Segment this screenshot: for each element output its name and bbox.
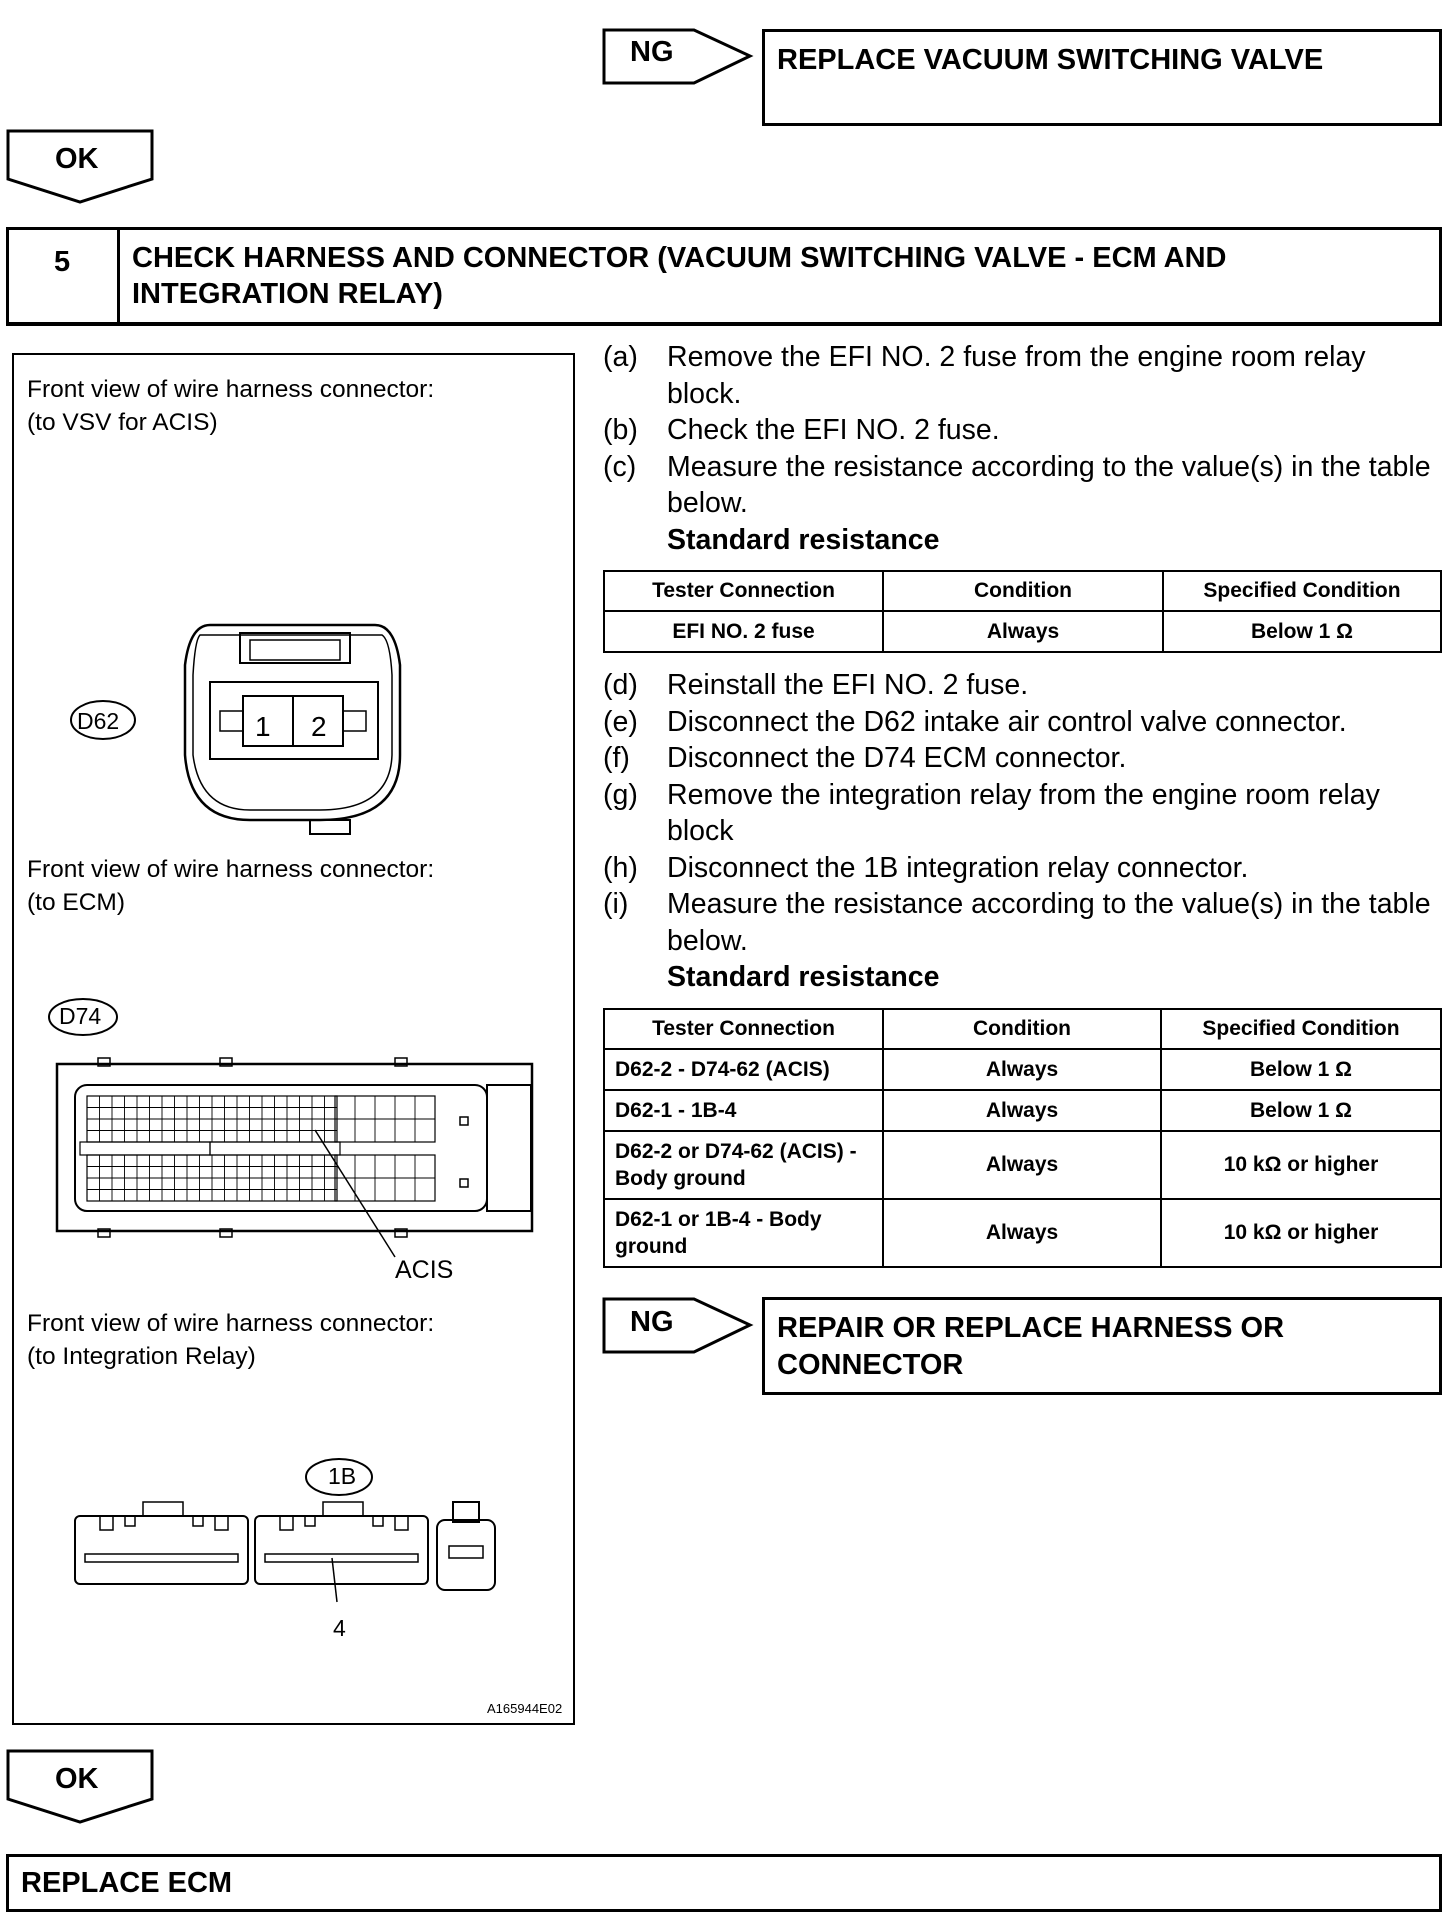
instruction-text: Check the EFI NO. 2 fuse.: [667, 414, 1000, 446]
step-title-line2: INTEGRATION RELAY): [132, 278, 443, 310]
final-result-box: [6, 1854, 1442, 1912]
instruction-item: [603, 704, 1443, 741]
table-cell: Always: [883, 1090, 1161, 1131]
instruction-text: Disconnect the D74 ECM connector.: [667, 742, 1127, 774]
standard-resistance-label-2: Standard resistance: [667, 961, 940, 993]
instruction-label: (d): [603, 669, 638, 701]
ok-tag-bottom: OK: [55, 1763, 99, 1795]
table-cell: EFI NO. 2 fuse: [604, 611, 883, 652]
table-row: [604, 1090, 1441, 1131]
ng-result-box-mid: [762, 1297, 1442, 1395]
instruction-label: (c): [603, 450, 637, 483]
d62-pin-2: 2: [311, 711, 327, 742]
table-header: Tester Connection: [604, 571, 883, 611]
instructions-group-1: [603, 339, 1443, 558]
table-row: [604, 1199, 1441, 1267]
table-cell: Below 1 Ω: [1161, 1049, 1441, 1090]
instruction-label: (a): [603, 341, 638, 373]
instruction-item: [603, 339, 1443, 412]
table-cell: D62-1 or 1B-4 - Body ground: [604, 1199, 883, 1267]
instruction-text: Reinstall the EFI NO. 2 fuse.: [667, 669, 1029, 701]
ng-tag-top: NG: [630, 36, 674, 68]
d62-pin-1: 1: [255, 711, 271, 742]
instruction-label: (h): [603, 851, 638, 884]
instruction-label: (e): [603, 705, 638, 738]
d74-connector-drawing: [45, 995, 545, 1275]
table-cell: 10 kΩ or higher: [1161, 1131, 1441, 1199]
instruction-item: [603, 667, 1443, 704]
ng-result-text-top: REPLACE VACUUM SWITCHING VALVE: [777, 44, 1324, 76]
instruction-item: [603, 886, 1443, 959]
table-cell: Always: [883, 1199, 1161, 1267]
step-title-line1: CHECK HARNESS AND CONNECTOR (VACUUM SWITCHING VALVE - ECM AND: [132, 242, 1227, 274]
caption-vsv-line2: (to VSV for ACIS): [27, 409, 218, 436]
step-header: [6, 227, 1442, 325]
table-header: Condition: [883, 1009, 1161, 1049]
table-cell: Below 1 Ω: [1163, 611, 1441, 652]
table-row: [604, 611, 1441, 652]
table-row: [604, 1131, 1441, 1199]
table-cell: D62-2 - D74-62 (ACIS): [604, 1049, 883, 1090]
caption-vsv-line1: Front view of wire harness connector:: [27, 376, 435, 403]
d62-label: D62: [77, 708, 120, 734]
ng-result-box-top: [762, 29, 1442, 126]
caption-relay-line2: (to Integration Relay): [27, 1343, 256, 1370]
table-row: [604, 1049, 1441, 1090]
table-cell: Always: [883, 1131, 1161, 1199]
instruction-text: Measure the resistance according to the value(s) in the table below.: [667, 450, 1431, 519]
instruction-text: Disconnect the D62 intake air control valve connector.: [667, 705, 1347, 738]
instruction-item: [603, 740, 1443, 777]
caption-ecm-line1: Front view of wire harness connector:: [27, 856, 435, 883]
final-result-text: REPLACE ECM: [21, 1867, 233, 1899]
ng-arrow-mid: [602, 1297, 754, 1355]
table-header: Condition: [883, 571, 1163, 611]
instruction-item: [603, 777, 1443, 850]
instruction-item: [603, 449, 1443, 522]
table-cell: D62-1 - 1B-4: [604, 1090, 883, 1131]
caption-ecm-line2: (to ECM): [27, 889, 125, 916]
table-header: Tester Connection: [604, 1009, 883, 1049]
resistance-table-1: [603, 570, 1442, 653]
table-cell: D62-2 or D74-62 (ACIS) - Body ground: [604, 1131, 883, 1199]
instruction-item: [603, 412, 1443, 449]
acis-label: ACIS: [395, 1256, 454, 1284]
table-cell: Below 1 Ω: [1161, 1090, 1441, 1131]
relay-pin-4: 4: [333, 1615, 346, 1641]
table-header: Specified Condition: [1161, 1009, 1441, 1049]
d74-label: D74: [59, 1003, 102, 1029]
standard-resistance-label-1: Standard resistance: [667, 523, 940, 556]
table-cell: Always: [883, 611, 1163, 652]
ng-tag-mid: NG: [630, 1306, 674, 1338]
table-cell: 10 kΩ or higher: [1161, 1199, 1441, 1267]
instruction-text: Measure the resistance according to the value(s) in the table below.: [667, 888, 1431, 957]
step-number: 5: [54, 246, 71, 278]
instruction-text: Remove the EFI NO. 2 fuse from the engine room relay block.: [667, 341, 1366, 410]
figure-id: A165944E02: [487, 1701, 563, 1716]
table-header: Specified Condition: [1163, 571, 1441, 611]
relay-1b-label: 1B: [328, 1463, 357, 1489]
caption-relay-line1: Front view of wire harness connector:: [27, 1310, 435, 1337]
instruction-text: Remove the integration relay from the engine room relay block: [667, 778, 1380, 847]
table-cell: Always: [883, 1049, 1161, 1090]
instruction-label: (g): [603, 778, 638, 811]
relay-1b-connector-drawing: [65, 1450, 515, 1640]
ng-result-text-mid-line1: REPAIR OR REPLACE HARNESS OR: [777, 1312, 1285, 1344]
ng-arrow-top: [602, 28, 754, 86]
instruction-label: (b): [603, 414, 638, 446]
instructions-group-2: [603, 667, 1443, 996]
instruction-item: [603, 850, 1443, 887]
resistance-table-2: [603, 1008, 1442, 1268]
instruction-label: (f): [603, 742, 630, 774]
instruction-text: Disconnect the 1B integration relay connector.: [667, 851, 1249, 884]
ok-tag-top: OK: [55, 143, 99, 175]
ng-result-text-mid-line2: CONNECTOR: [777, 1349, 964, 1381]
instruction-label: (i): [603, 888, 629, 920]
